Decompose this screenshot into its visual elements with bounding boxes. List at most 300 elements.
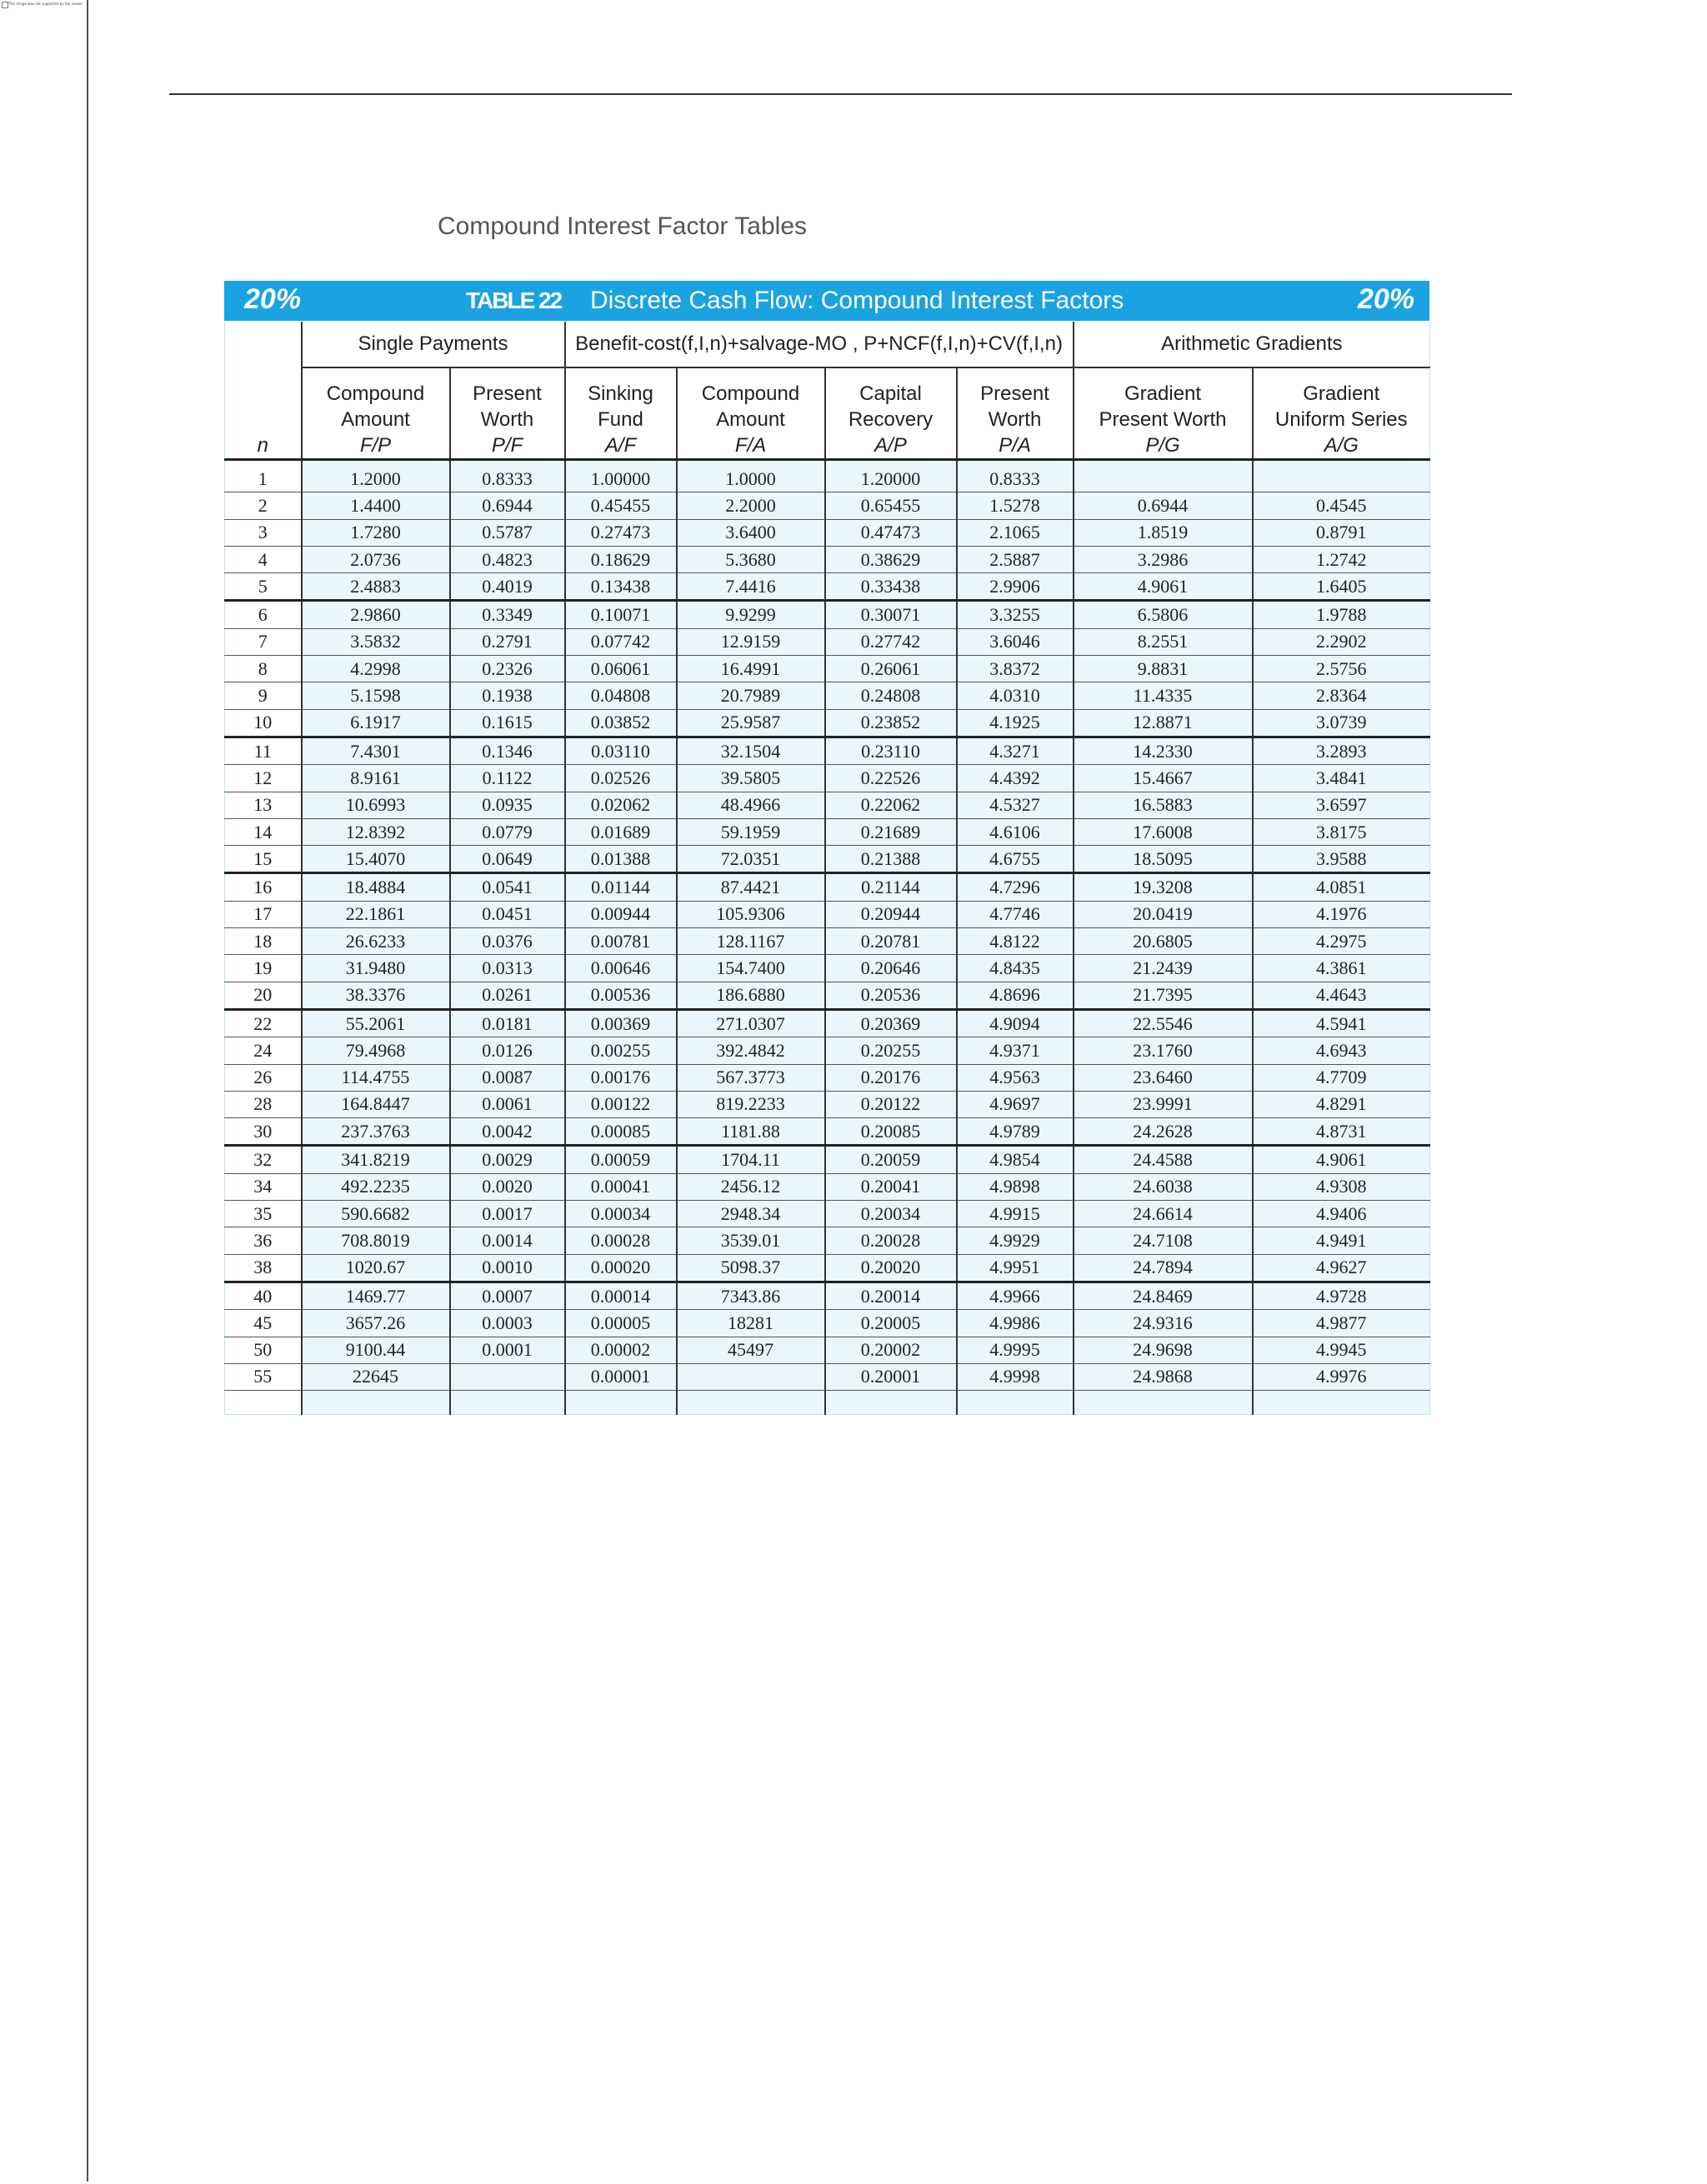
factor-cell: 4.6943	[1253, 1037, 1430, 1064]
factor-cell: 59.1959	[677, 818, 825, 845]
empty-cell	[450, 1391, 565, 1415]
factor-cell: 4.4392	[957, 765, 1074, 792]
factor-cell: 0.0061	[450, 1091, 565, 1117]
factor-cell: 9.8831	[1074, 656, 1253, 682]
factor-cell: 1.8519	[1074, 519, 1253, 546]
factor-cell: 4.6755	[957, 846, 1074, 873]
factor-cell: 0.20005	[825, 1310, 957, 1337]
column-line2: Amount	[716, 408, 785, 431]
period-cell: 19	[225, 955, 302, 982]
factor-cell: 4.9627	[1253, 1254, 1430, 1282]
column-header-row	[225, 367, 1430, 460]
factor-cell: 0.2326	[450, 656, 565, 682]
table-row	[225, 682, 1430, 709]
factor-cell: 26.6233	[302, 928, 450, 955]
factor-table	[224, 322, 1430, 1415]
group-uniform-series: Benefit-cost(f,I,n)+salvage-MO , P+NCF(f,I,n)+CV(f,I,n)	[565, 322, 1074, 367]
factor-cell: 4.9697	[957, 1091, 1074, 1117]
period-cell: 14	[225, 818, 302, 845]
factor-cell: 0.20028	[825, 1227, 957, 1254]
factor-cell: 24.8469	[1074, 1282, 1253, 1309]
table-row	[225, 901, 1430, 927]
factor-cell: 24.7894	[1074, 1254, 1253, 1282]
factor-cell: 0.04808	[565, 682, 677, 709]
factor-cell: 0.4823	[450, 546, 565, 572]
factor-cell: 18.4884	[302, 873, 450, 901]
period-cell: 45	[225, 1310, 302, 1337]
table-row	[225, 846, 1430, 873]
factor-cell: 0.0313	[450, 955, 565, 982]
factor-cell: 105.9306	[677, 901, 825, 927]
column-pa	[957, 367, 1074, 460]
factor-cell: 4.9966	[957, 1282, 1074, 1309]
factor-cell	[677, 1363, 825, 1390]
factor-cell: 9100.44	[302, 1337, 450, 1363]
column-af	[565, 367, 677, 460]
factor-cell: 4.5941	[1253, 1009, 1430, 1037]
period-cell: 36	[225, 1227, 302, 1254]
column-symbol: F/P	[359, 434, 392, 457]
table-row	[225, 519, 1430, 546]
factor-cell: 4.9728	[1253, 1282, 1430, 1309]
factor-cell: 12.8392	[302, 818, 450, 845]
period-cell: 18	[225, 928, 302, 955]
factor-cell: 0.0042	[450, 1118, 565, 1146]
factor-cell: 0.0451	[450, 901, 565, 927]
page-title: Compound Interest Factor Tables	[438, 212, 808, 240]
factor-cell: 18281	[677, 1310, 825, 1337]
factor-cell: 31.9480	[302, 955, 450, 982]
factor-cell: 186.6880	[677, 982, 825, 1009]
empty-cell	[565, 1391, 677, 1415]
factor-cell: 0.00085	[565, 1118, 677, 1146]
column-symbol: P/G	[1145, 434, 1180, 457]
period-cell: 11	[225, 737, 302, 764]
column-line2: Worth	[480, 408, 534, 431]
factor-cell: 12.9159	[677, 628, 825, 655]
factor-cell: 0.0779	[450, 818, 565, 845]
column-pg	[1074, 367, 1253, 460]
rate-right: 20%	[1357, 283, 1414, 315]
factor-cell: 0.21689	[825, 818, 957, 845]
factor-cell: 4.2975	[1253, 928, 1430, 955]
factor-cell: 4.8435	[957, 955, 1074, 982]
table-row	[225, 955, 1430, 982]
factor-cell	[450, 1363, 565, 1390]
factor-cell: 39.5805	[677, 765, 825, 792]
table-title: Discrete Cash Flow: Compound Interest Factors	[590, 287, 1124, 314]
factor-cell: 22645	[302, 1363, 450, 1390]
period-cell: 24	[225, 1037, 302, 1064]
period-cell: 6	[225, 601, 302, 628]
column-ap	[825, 367, 957, 460]
period-cell: 50	[225, 1337, 302, 1363]
table-row	[225, 1337, 1430, 1363]
side-note: This image was not supported by the viewer.	[8, 2, 83, 6]
factor-cell: 0.0001	[450, 1337, 565, 1363]
factor-cell: 0.0541	[450, 873, 565, 901]
factor-cell: 0.1346	[450, 737, 565, 764]
factor-cell: 24.2628	[1074, 1118, 1253, 1146]
factor-cell: 0.23852	[825, 709, 957, 737]
factor-cell: 4.9929	[957, 1227, 1074, 1254]
factor-cell: 0.00001	[565, 1363, 677, 1390]
factor-cell: 16.5883	[1074, 792, 1253, 818]
column-fp	[302, 367, 450, 460]
factor-cell: 492.2235	[302, 1173, 450, 1200]
factor-cell: 23.9991	[1074, 1091, 1253, 1117]
factor-cell: 4.3271	[957, 737, 1074, 764]
factor-cell: 1181.88	[677, 1118, 825, 1146]
factor-cell: 0.20122	[825, 1091, 957, 1117]
factor-cell: 590.6682	[302, 1201, 450, 1227]
factor-cell: 5.1598	[302, 682, 450, 709]
factor-cell: 0.27742	[825, 628, 957, 655]
factor-cell: 0.00369	[565, 1009, 677, 1037]
factor-cell: 1.7280	[302, 519, 450, 546]
factor-cell: 1.2000	[302, 460, 450, 492]
period-cell: 22	[225, 1009, 302, 1037]
factor-cell: 55.2061	[302, 1009, 450, 1037]
factor-cell: 72.0351	[677, 846, 825, 873]
column-symbol: P/A	[999, 434, 1031, 457]
factor-cell: 0.2791	[450, 628, 565, 655]
factor-cell: 3.5832	[302, 628, 450, 655]
column-n	[225, 367, 302, 460]
period-cell: 34	[225, 1173, 302, 1200]
period-cell: 5	[225, 573, 302, 601]
period-cell: 15	[225, 846, 302, 873]
column-ag	[1253, 367, 1430, 460]
factor-cell: 4.9995	[957, 1337, 1074, 1363]
factor-cell: 12.8871	[1074, 709, 1253, 737]
factor-cell: 0.21144	[825, 873, 957, 901]
factor-cell: 23.1760	[1074, 1037, 1253, 1064]
table-row	[225, 1118, 1430, 1146]
table-row	[225, 737, 1430, 764]
period-cell: 55	[225, 1363, 302, 1390]
column-line1: Capital	[859, 382, 922, 405]
table-row	[225, 1064, 1430, 1091]
column-symbol: A/F	[604, 434, 637, 457]
factor-cell: 0.20646	[825, 955, 957, 982]
factor-cell: 4.9951	[957, 1254, 1074, 1282]
factor-cell: 3.6597	[1253, 792, 1430, 818]
factor-cell: 4.9898	[957, 1173, 1074, 1200]
period-cell: 26	[225, 1064, 302, 1091]
column-line2: Fund	[598, 408, 643, 431]
factor-cell: 0.00041	[565, 1173, 677, 1200]
factor-cell: 0.20781	[825, 928, 957, 955]
factor-cell: 0.0935	[450, 792, 565, 818]
period-cell: 17	[225, 901, 302, 927]
factor-cell: 4.9915	[957, 1201, 1074, 1227]
table-row	[225, 709, 1430, 737]
factor-cell: 0.20536	[825, 982, 957, 1009]
factor-cell: 0.33438	[825, 573, 957, 601]
column-symbol: F/A	[734, 434, 767, 457]
empty-cell	[302, 1391, 450, 1415]
factor-cell: 0.00014	[565, 1282, 677, 1309]
factor-cell: 22.1861	[302, 901, 450, 927]
factor-cell	[1074, 460, 1253, 492]
column-symbol: A/G	[1324, 434, 1359, 457]
period-cell: 10	[225, 709, 302, 737]
table-number: TABLE 22	[466, 287, 562, 313]
factor-cell: 3.6400	[677, 519, 825, 546]
period-cell: 7	[225, 628, 302, 655]
factor-cell: 0.3349	[450, 601, 565, 628]
table-row	[225, 1146, 1430, 1173]
period-cell: 38	[225, 1254, 302, 1282]
factor-cell: 1.20000	[825, 460, 957, 492]
factor-cell: 4.8122	[957, 928, 1074, 955]
period-cell: 12	[225, 765, 302, 792]
factor-cell: 10.6993	[302, 792, 450, 818]
factor-cell: 0.30071	[825, 601, 957, 628]
period-cell: 1	[225, 460, 302, 492]
factor-cell: 24.9868	[1074, 1363, 1253, 1390]
factor-cell: 2.2000	[677, 492, 825, 519]
factor-cell: 3.2986	[1074, 546, 1253, 572]
factor-cell: 0.20369	[825, 1009, 957, 1037]
period-cell: 30	[225, 1118, 302, 1146]
factor-cell: 4.8291	[1253, 1091, 1430, 1117]
factor-cell: 15.4070	[302, 846, 450, 873]
factor-cell: 19.3208	[1074, 873, 1253, 901]
factor-cell: 0.65455	[825, 492, 957, 519]
factor-cell: 3.4841	[1253, 765, 1430, 792]
factor-cell: 4.9563	[957, 1064, 1074, 1091]
factor-cell: 2.5887	[957, 546, 1074, 572]
factor-cell: 15.4667	[1074, 765, 1253, 792]
rate-left: 20%	[244, 283, 302, 315]
empty-cell	[225, 1391, 302, 1415]
factor-cell: 2.5756	[1253, 656, 1430, 682]
factor-cell: 0.0181	[450, 1009, 565, 1037]
factor-cell: 128.1167	[677, 928, 825, 955]
column-line2: Present Worth	[1099, 408, 1227, 431]
n-group-cell	[225, 322, 302, 367]
factor-cell: 4.1976	[1253, 901, 1430, 927]
factor-cell: 0.0649	[450, 846, 565, 873]
factor-cell: 0.0376	[450, 928, 565, 955]
factor-cell	[1253, 460, 1430, 492]
period-cell: 32	[225, 1146, 302, 1173]
column-line2: Amount	[341, 408, 410, 431]
factor-cell: 0.00005	[565, 1310, 677, 1337]
empty-cell	[677, 1391, 825, 1415]
factor-cell: 1704.11	[677, 1146, 825, 1173]
factor-cell: 0.00034	[565, 1201, 677, 1227]
factor-cell: 0.18629	[565, 546, 677, 572]
factor-cell: 4.9371	[957, 1037, 1074, 1064]
period-cell: 35	[225, 1201, 302, 1227]
factor-cell: 20.7989	[677, 682, 825, 709]
factor-cell: 3.9588	[1253, 846, 1430, 873]
table-row	[225, 546, 1430, 572]
factor-cell: 3657.26	[302, 1310, 450, 1337]
column-line1: Gradient	[1303, 382, 1380, 405]
factor-cell: 819.2233	[677, 1091, 825, 1117]
factor-cell: 87.4421	[677, 873, 825, 901]
factor-cell: 17.6008	[1074, 818, 1253, 845]
factor-cell: 0.0020	[450, 1173, 565, 1200]
factor-cell: 0.21388	[825, 846, 957, 873]
factor-cell: 0.13438	[565, 573, 677, 601]
factor-cell: 21.2439	[1074, 955, 1253, 982]
column-fa	[677, 367, 825, 460]
factor-cell: 0.02526	[565, 765, 677, 792]
column-line2: Worth	[988, 408, 1042, 431]
factor-cell: 22.5546	[1074, 1009, 1253, 1037]
factor-cell: 0.00781	[565, 928, 677, 955]
table-row	[225, 1227, 1430, 1254]
period-cell: 13	[225, 792, 302, 818]
period-cell: 20	[225, 982, 302, 1009]
factor-cell: 0.4019	[450, 573, 565, 601]
factor-cell: 4.9061	[1253, 1146, 1430, 1173]
factor-cell: 45497	[677, 1337, 825, 1363]
factor-cell: 6.5806	[1074, 601, 1253, 628]
factor-cell: 1.5278	[957, 492, 1074, 519]
group-arithmetic-gradients: Arithmetic Gradients	[1074, 322, 1430, 367]
factor-cell: 4.9491	[1253, 1227, 1430, 1254]
factor-cell: 0.00176	[565, 1064, 677, 1091]
factor-cell: 14.2330	[1074, 737, 1253, 764]
factor-cell: 164.8447	[302, 1091, 450, 1117]
factor-cell: 0.22062	[825, 792, 957, 818]
factor-cell: 0.20041	[825, 1173, 957, 1200]
factor-cell: 0.6944	[450, 492, 565, 519]
table-row	[225, 928, 1430, 955]
factor-cell: 1.00000	[565, 460, 677, 492]
factor-cell: 8.9161	[302, 765, 450, 792]
period-cell: 4	[225, 546, 302, 572]
factor-cell: 708.8019	[302, 1227, 450, 1254]
factor-cell: 114.4755	[302, 1064, 450, 1091]
table-row	[225, 1282, 1430, 1309]
table-row	[225, 1254, 1430, 1282]
factor-cell: 4.3861	[1253, 955, 1430, 982]
factor-cell: 0.0007	[450, 1282, 565, 1309]
factor-cell: 4.9877	[1253, 1310, 1430, 1337]
factor-cell: 24.7108	[1074, 1227, 1253, 1254]
factor-cell: 21.7395	[1074, 982, 1253, 1009]
factor-cell: 0.1615	[450, 709, 565, 737]
table-row	[225, 1310, 1430, 1337]
factor-cell: 4.0851	[1253, 873, 1430, 901]
factor-cell: 0.07742	[565, 628, 677, 655]
factor-cell: 0.00646	[565, 955, 677, 982]
factor-cell: 4.2998	[302, 656, 450, 682]
factor-cell: 4.4643	[1253, 982, 1430, 1009]
n-label: n	[257, 434, 268, 457]
period-cell: 28	[225, 1091, 302, 1117]
factor-cell: 0.00059	[565, 1146, 677, 1173]
factor-cell: 20.6805	[1074, 928, 1253, 955]
table-row	[225, 573, 1430, 601]
factor-cell: 23.6460	[1074, 1064, 1253, 1091]
factor-cell: 4.9308	[1253, 1173, 1430, 1200]
factor-cell: 2456.12	[677, 1173, 825, 1200]
factor-cell: 0.02062	[565, 792, 677, 818]
factor-cell: 24.9698	[1074, 1337, 1253, 1363]
table-row	[225, 1201, 1430, 1227]
factor-cell: 1.0000	[677, 460, 825, 492]
factor-cell: 6.1917	[302, 709, 450, 737]
factor-cell: 0.00536	[565, 982, 677, 1009]
empty-cell	[957, 1391, 1074, 1415]
factor-cell: 7.4416	[677, 573, 825, 601]
factor-cell: 0.8791	[1253, 519, 1430, 546]
factor-cell: 0.00122	[565, 1091, 677, 1117]
factor-cell: 0.20255	[825, 1037, 957, 1064]
left-margin-panel	[0, 0, 88, 2182]
factor-cell: 0.00028	[565, 1227, 677, 1254]
factor-cell: 0.0003	[450, 1310, 565, 1337]
factor-cell: 0.5787	[450, 519, 565, 546]
table-title-band	[224, 281, 1429, 321]
factor-cell: 0.20014	[825, 1282, 957, 1309]
factor-cell: 4.7709	[1253, 1064, 1430, 1091]
factor-cell: 8.2551	[1074, 628, 1253, 655]
period-cell: 40	[225, 1282, 302, 1309]
factor-cell: 7.4301	[302, 737, 450, 764]
factor-cell: 0.0010	[450, 1254, 565, 1282]
period-cell: 8	[225, 656, 302, 682]
factor-cell: 4.9854	[957, 1146, 1074, 1173]
factor-cell: 0.22526	[825, 765, 957, 792]
table-row-empty	[225, 1391, 1430, 1415]
factor-cell: 18.5095	[1074, 846, 1253, 873]
factor-cell: 1.2742	[1253, 546, 1430, 572]
table-row	[225, 628, 1430, 655]
factor-cell: 0.1122	[450, 765, 565, 792]
factor-cell: 237.3763	[302, 1118, 450, 1146]
factor-cell: 0.01689	[565, 818, 677, 845]
factor-cell: 2.9906	[957, 573, 1074, 601]
factor-cell: 5098.37	[677, 1254, 825, 1282]
factor-cell: 2.0736	[302, 546, 450, 572]
factor-cell: 1.9788	[1253, 601, 1430, 628]
factor-cell: 0.38629	[825, 546, 957, 572]
header-rule	[169, 93, 1512, 95]
factor-cell: 4.6106	[957, 818, 1074, 845]
factor-cell: 9.9299	[677, 601, 825, 628]
factor-cell: 0.47473	[825, 519, 957, 546]
table-row	[225, 1363, 1430, 1390]
column-symbol: P/F	[491, 434, 523, 457]
factor-cell: 3.2893	[1253, 737, 1430, 764]
factor-cell: 0.00944	[565, 901, 677, 927]
factor-cell: 0.0126	[450, 1037, 565, 1064]
factor-cell: 4.9406	[1253, 1201, 1430, 1227]
factor-cell: 4.9094	[957, 1009, 1074, 1037]
period-cell: 9	[225, 682, 302, 709]
table-row	[225, 982, 1430, 1009]
factor-cell: 24.4588	[1074, 1146, 1253, 1173]
factor-cell: 0.45455	[565, 492, 677, 519]
period-cell: 3	[225, 519, 302, 546]
factor-cell: 0.24808	[825, 682, 957, 709]
factor-cell: 7343.86	[677, 1282, 825, 1309]
factor-cell: 24.9316	[1074, 1310, 1253, 1337]
factor-cell: 0.6944	[1074, 492, 1253, 519]
factor-cell: 3.6046	[957, 628, 1074, 655]
factor-cell: 4.8696	[957, 982, 1074, 1009]
factor-cell: 38.3376	[302, 982, 450, 1009]
